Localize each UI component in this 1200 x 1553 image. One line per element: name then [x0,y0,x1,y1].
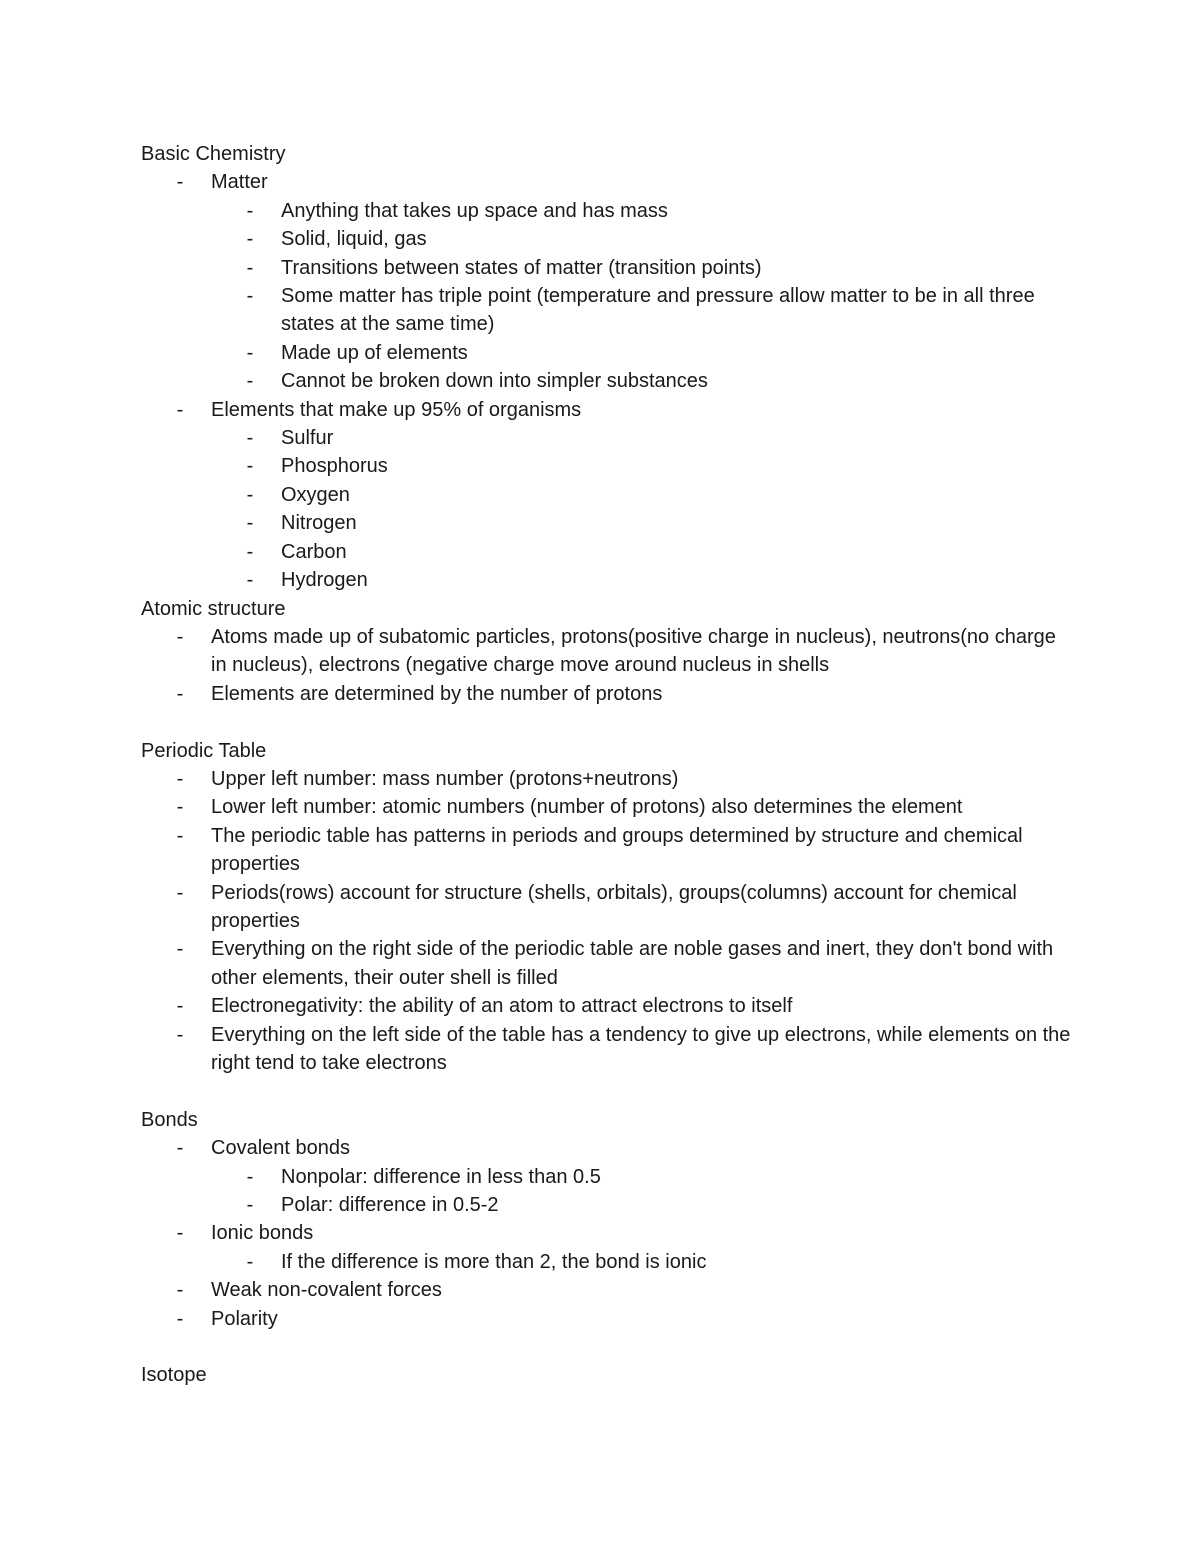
list-item-text: Electronegativity: the ability of an atom to attract electrons to itself [211,995,793,1018]
list-item-text: Periods(rows) account for structure (shells, orbitals), groups(columns) account for chemical properties [211,881,1017,932]
sub-list-item-text: Oxygen [281,483,350,506]
bullet-dash: - [176,767,184,790]
sub-list [211,424,1071,594]
sub-list-item [211,367,1071,395]
bullet-dash: - [176,995,184,1018]
list-item-text: Covalent bonds [211,1137,350,1160]
list-item-text: Weak non-covalent forces [211,1279,442,1302]
sub-list [211,1163,1071,1220]
sub-list-item-text: Made up of elements [281,341,468,364]
sub-list-item-text: Sulfur [281,427,334,450]
sub-list-item [211,254,1071,282]
list-item [141,168,1071,395]
bullet-dash: - [246,285,254,308]
list-item [141,1134,1071,1219]
list-item-text: The periodic table has patterns in periods and groups determined by structure and chemical properties [211,824,1023,876]
bullet-list [141,168,1071,594]
bullet-dash: - [176,824,184,847]
list-item [141,623,1071,680]
section-periodic-table [141,737,1071,1078]
list-item [141,935,1071,992]
section-basic-chemistry [141,140,1071,595]
list-item [141,822,1071,879]
blank-line [141,1077,1071,1105]
list-item [141,680,1071,708]
bullet-dash: - [176,1137,184,1160]
bullet-dash: - [176,938,184,961]
bullet-dash: - [176,796,184,819]
list-item-text: Lower left number: atomic numbers (number of protons) also determines the element [211,796,963,819]
bullet-dash: - [246,1194,254,1216]
list-item [141,1276,1071,1304]
sub-list [211,1248,1071,1276]
bullet-dash: - [246,1165,254,1188]
sub-list-item [211,1191,1071,1219]
bullet-dash: - [246,256,254,279]
bullet-dash: - [246,540,254,563]
sub-list-item-text: Hydrogen [281,569,368,592]
bullet-dash: - [176,1023,184,1046]
list-item [141,396,1071,595]
sub-list-item [211,481,1071,509]
sub-list-item-text: If the difference is more than 2, the bond is ionic [281,1250,707,1273]
bullet-list [141,765,1071,1077]
list-item-text: Elements are determined by the number of protons [211,682,663,705]
list-item [141,879,1071,936]
sub-list-item [211,509,1071,537]
bullet-dash: - [246,370,254,393]
section-title: Isotope [141,1364,207,1387]
sub-list-item-text: Nitrogen [281,512,357,535]
blank-line [141,1333,1071,1361]
list-item-text: Everything on the right side of the periodic table are noble gases and inert, they don't bond with other elements, their outer shell is filled [211,938,1054,989]
list-item-text: Matter [211,171,268,194]
section-isotope [141,1361,1071,1389]
sub-list-item [211,566,1071,594]
list-item-text: Elements that make up 95% of organisms [211,398,582,421]
sub-list-item [211,197,1071,225]
bullet-dash: - [246,427,254,450]
bullet-list [141,1134,1071,1333]
sub-list-item [211,339,1071,367]
sub-list-item-text: Nonpolar: difference in less than 0.5 [281,1165,601,1188]
bullet-dash: - [176,398,184,421]
section-atomic-structure [141,595,1071,709]
list-item-text: Ionic bonds [211,1222,314,1245]
sub-list-item-text: Cannot be broken down into simpler substances [281,370,708,393]
blank-line [141,708,1071,736]
bullet-dash: - [246,228,254,251]
list-item-text: Polarity [211,1307,278,1330]
bullet-dash: - [246,199,254,222]
bullet-dash: - [246,1250,254,1273]
section-title: Atomic structure [141,597,286,620]
sub-list-item-text: Some matter has triple point (temperature and pressure allow matter to be in all three states at the same time) [281,285,1035,336]
sub-list-item-text: Carbon [281,540,347,563]
sub-list-item [211,424,1071,452]
bullet-list [141,623,1071,708]
sub-list-item [211,1163,1071,1191]
list-item [141,1305,1071,1333]
sub-list-item [211,225,1071,253]
bullet-dash: - [176,1279,184,1302]
sub-list-item [211,538,1071,566]
bullet-dash: - [246,483,254,506]
bullet-dash: - [176,1222,184,1245]
bullet-dash: - [246,569,254,592]
section-title: Periodic Table [141,739,267,762]
bullet-dash: - [176,625,184,648]
bullet-dash: - [176,171,184,194]
bullet-dash: - [246,512,254,535]
sub-list-item [211,452,1071,480]
list-item [141,1021,1071,1078]
list-item-text: Atoms made up of subatomic particles, protons(positive charge in nucleus), neutrons(no charge in nucleus), electrons (negative charge move around nucleus in shells [211,625,1056,677]
list-item [141,1219,1071,1276]
sub-list-item [211,1248,1071,1276]
document-body [141,140,1071,1390]
list-item-text: Everything on the left side of the table has a tendency to give up electrons, while elements on the right tend to take electrons [211,1023,1071,1074]
list-item [141,992,1071,1020]
bullet-dash: - [246,341,254,364]
list-item-text: Upper left number: mass number (protons+neutrons) [211,767,679,790]
list-item [141,793,1071,821]
sub-list-item [211,282,1071,339]
sub-list-item-text: Solid, liquid, gas [281,228,427,251]
section-title: Basic Chemistry [141,143,286,165]
sub-list [211,197,1071,396]
sub-list-item-text: Anything that takes up space and has mass [281,199,668,222]
bullet-dash: - [176,881,184,904]
section-bonds [141,1106,1071,1333]
bullet-dash: - [176,1307,184,1330]
sub-list-item-text: Polar: difference in 0.5-2 [281,1194,499,1216]
list-item [141,765,1071,793]
sub-list-item-text: Transitions between states of matter (transition points) [281,256,762,279]
bullet-dash: - [246,455,254,478]
section-title: Bonds [141,1108,198,1131]
bullet-dash: - [176,682,184,705]
sub-list-item-text: Phosphorus [281,455,388,478]
